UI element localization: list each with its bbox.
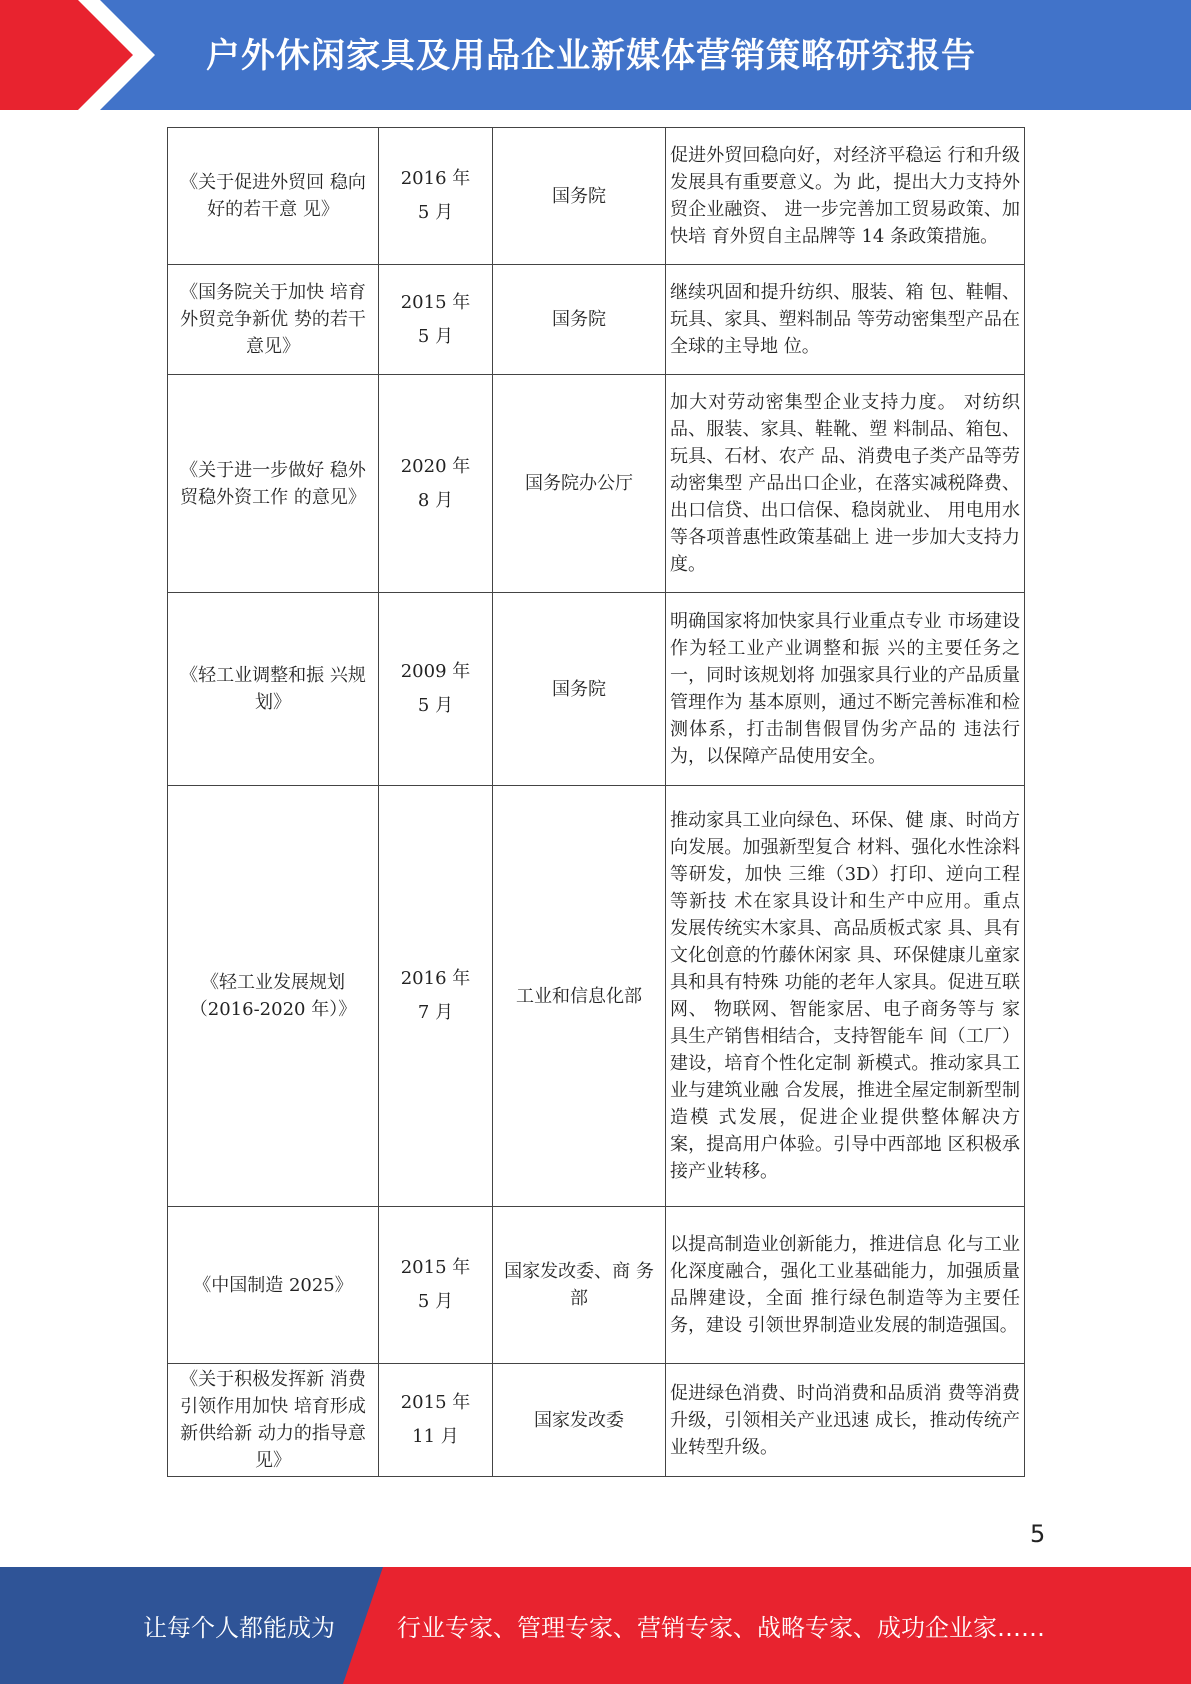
policy-name-cell: 《轻工业调整和振 兴规划》 xyxy=(168,593,379,786)
policy-month: 8 月 xyxy=(417,489,454,511)
header-red-arrow-decoration xyxy=(0,0,220,110)
policy-date-cell xyxy=(379,593,493,786)
page-number: 5 xyxy=(1030,1520,1046,1548)
policy-date-cell xyxy=(379,375,493,593)
policy-dept-cell: 国家发改委 xyxy=(493,1364,666,1477)
table-row xyxy=(168,375,1025,593)
policy-name-cell: 《国务院关于加快 培育外贸竞争新优 势的若干意见》 xyxy=(168,265,379,375)
policy-dept-cell: 国家发改委、商 务部 xyxy=(493,1207,666,1364)
page-footer xyxy=(0,1567,1191,1684)
policy-content-cell: 明确国家将加快家具行业重点专业 市场建设作为轻工业产业调整和振 兴的主要任务之一，同时该规划将 加强家具行业的产品质量管理作为 基本原则，通过不断完善标准和检 测体系，打击制售假冒伪劣产品的 违法行为，以保障产品使用安全。 xyxy=(666,593,1025,786)
policy-content-cell: 继续巩固和提升纺织、服装、箱 包、鞋帽、玩具、家具、塑料制品 等劳动密集型产品在全球的主导地 位。 xyxy=(666,265,1025,375)
policy-name-cell: 《关于进一步做好 稳外贸稳外资工作 的意见》 xyxy=(168,375,379,593)
policy-dept-cell: 国务院 xyxy=(493,128,666,265)
policy-year: 2015 年 xyxy=(400,1257,471,1278)
policy-date-cell xyxy=(379,265,493,375)
policy-year: 2009 年 xyxy=(400,661,471,682)
policy-month: 5 月 xyxy=(417,325,454,347)
policy-content-cell: 推动家具工业向绿色、环保、健 康、时尚方向发展。加强新型复合 材料、强化水性涂料等研发，加快 三维（3D）打印、逆向工程等新技 术在家具设计和生产中应用。重点 发展传统实木家具、高品质板式家 具、具有文化创意的竹藤休闲家 具、环保健康儿童家具和具有特殊 功能的老年人家具。促进互联网、 物联网、智能家居、电子商务等与 家具生产销售相结合，支持智能车 间（工厂）建设，培育个性化定制 新模式。推动家具工业与建筑业融 合发展，推进全屋定制新型制造模 式发展，促进企业提供整体解决方 案，提高用户体验。引导中西部地 区积极承接产业转移。 xyxy=(666,786,1025,1207)
policy-date-cell xyxy=(379,1207,493,1364)
policy-month: 5 月 xyxy=(417,1291,454,1312)
policy-year: 2020 年 xyxy=(400,455,471,477)
policy-dept-cell: 国务院 xyxy=(493,593,666,786)
table-row xyxy=(168,593,1025,786)
policy-year: 2015 年 xyxy=(400,291,471,313)
policy-month: 11 月 xyxy=(412,1426,459,1447)
policy-year: 2016 年 xyxy=(400,968,471,989)
policy-date-cell xyxy=(379,1364,493,1477)
policy-date-cell xyxy=(379,786,493,1207)
policy-dept-cell: 国务院 xyxy=(493,265,666,375)
table-row xyxy=(168,265,1025,375)
table-row xyxy=(168,1364,1025,1477)
policy-name-cell: 《轻工业发展规划 （2016-2020 年）》 xyxy=(168,786,379,1207)
policy-year: 2016 年 xyxy=(400,168,471,189)
policy-name-cell: 《中国制造 2025》 xyxy=(168,1207,379,1364)
report-title: 户外休闲家具及用品企业新媒体营销策略研究报告 xyxy=(206,36,976,76)
policy-content-cell: 促进绿色消费、时尚消费和品质消 费等消费升级，引领相关产业迅速 成长，推动传统产业转型升级。 xyxy=(666,1364,1025,1477)
policy-name-cell: 《关于促进外贸回 稳向好的若干意 见》 xyxy=(168,128,379,265)
table-row xyxy=(168,786,1025,1207)
footer-slogan-left: 让每个人都能成为 xyxy=(143,1614,335,1642)
table-row xyxy=(168,1207,1025,1364)
footer-slogan-right: 行业专家、管理专家、营销专家、战略专家、成功企业家…… xyxy=(397,1614,1045,1642)
table-row xyxy=(168,128,1025,265)
policy-content-cell: 以提高制造业创新能力，推进信息 化与工业化深度融合，强化工业基础能力，加强质量品牌建设，全面 推行绿色制造等为主要任务，建设 引领世界制造业发展的制造强国。 xyxy=(666,1207,1025,1364)
policy-month: 5 月 xyxy=(417,695,454,716)
policy-table xyxy=(167,127,1025,1477)
policy-content-cell: 促进外贸回稳向好，对经济平稳运 行和升级发展具有重要意义。为 此，提出大力支持外贸企业融资、 进一步完善加工贸易政策、加快培 育外贸自主品牌等 14 条政策措施。 xyxy=(666,128,1025,265)
policy-dept-cell: 工业和信息化部 xyxy=(493,786,666,1207)
policy-year: 2015 年 xyxy=(400,1392,471,1413)
policy-name-cell: 《关于积极发挥新 消费引领作用加快 培育形成新供给新 动力的指导意见》 xyxy=(168,1364,379,1477)
policy-content-cell: 加大对劳动密集型企业支持力度。 对纺织品、服装、家具、鞋靴、塑 料制品、箱包、玩具、石材、农产 品、消费电子类产品等劳动密集型 产品出口企业，在落实减税降费、 出口信贷、出口信保、稳岗就业、 用电用水等各项普惠性政策基础上 进一步加大支持力度。 xyxy=(666,375,1025,593)
policy-month: 7 月 xyxy=(417,1002,454,1023)
page-header xyxy=(0,0,1191,110)
policy-dept-cell: 国务院办公厅 xyxy=(493,375,666,593)
policy-month: 5 月 xyxy=(417,202,454,223)
policy-date-cell xyxy=(379,128,493,265)
